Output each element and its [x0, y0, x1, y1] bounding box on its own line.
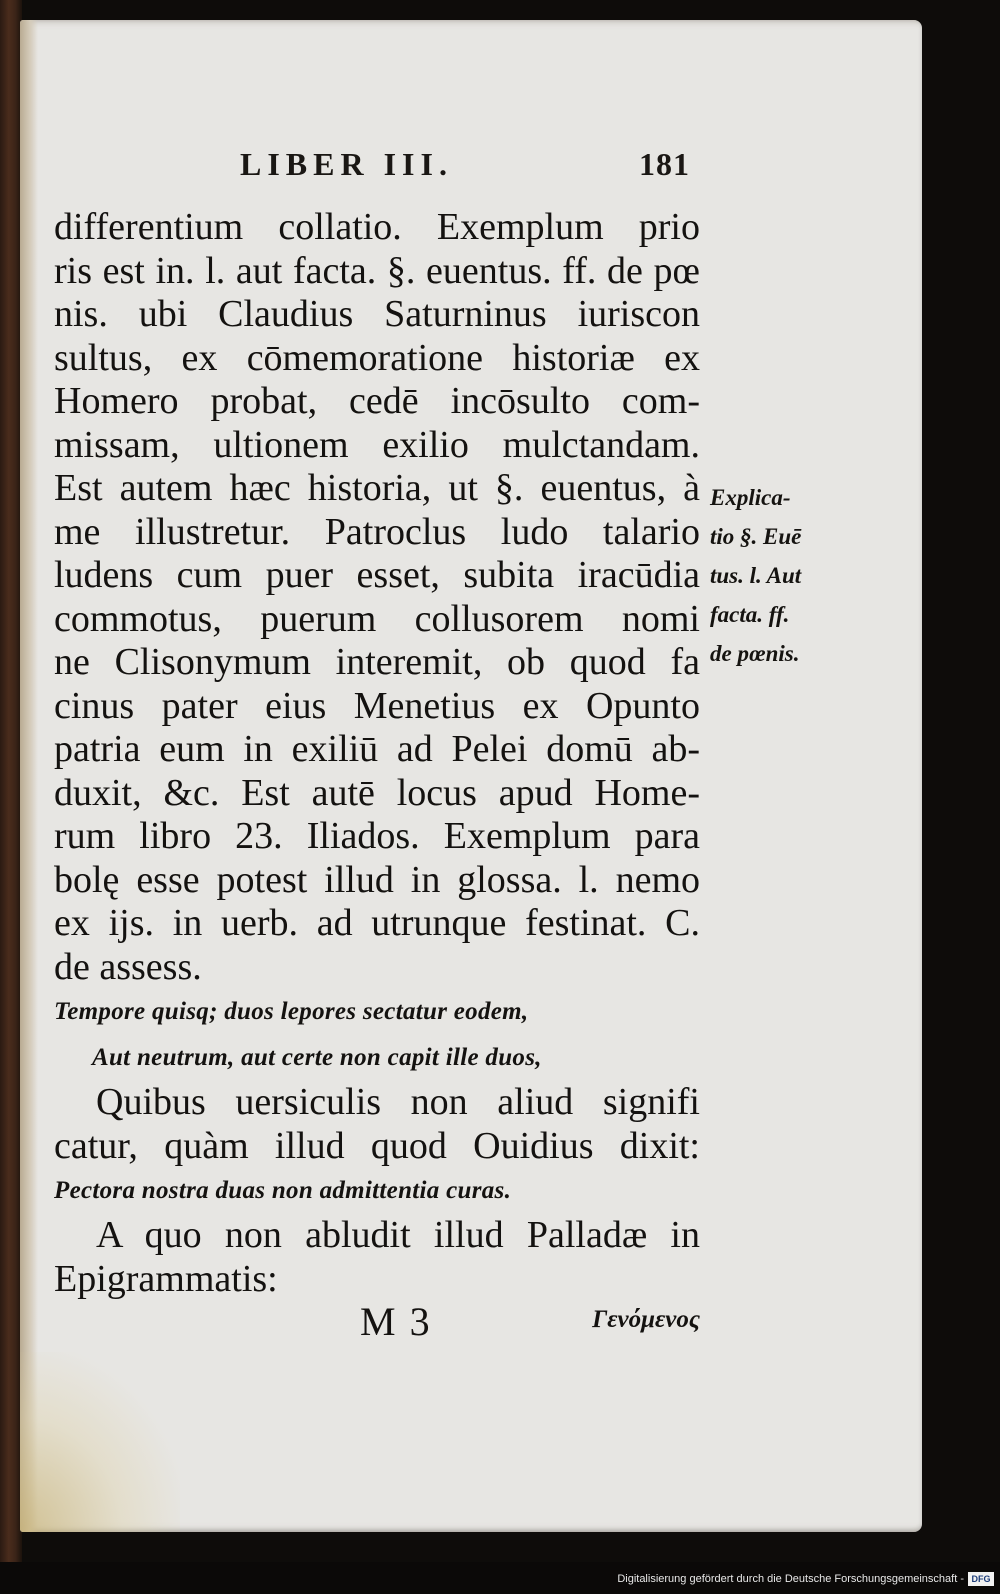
text-line: Quibus uersiculis non aliud signifi — [96, 1081, 700, 1123]
text-line: me illustretur. Patroclus ludo talario — [54, 510, 700, 553]
page-number: 181 — [639, 146, 690, 182]
text-line: ludens cum puer esset, subita iracūdia — [54, 554, 700, 596]
book-page — [20, 20, 922, 1532]
text-line: patria eum in exiliū ad Pelei domū ab- — [54, 728, 700, 770]
signature-mark: M 3 — [360, 1299, 432, 1344]
catchword: Γενόμενος — [592, 1306, 700, 1333]
text-line: commotus, puerum collusorem nomi — [54, 597, 700, 640]
page-stain — [20, 1352, 180, 1532]
page-gutter-shadow — [20, 20, 38, 1532]
text-line: rum libro 23. Iliados. Exemplum para — [54, 815, 700, 857]
verse-line: Pectora nostra duas non admittentia curas. — [54, 1177, 512, 1204]
text-line: missam, ultionem exilio mulctandam. — [54, 423, 700, 466]
text-line: ex ijs. in uerb. ad utrunque festinat. C. — [54, 902, 700, 944]
text-line: Epigrammatis: — [54, 1257, 278, 1300]
text-line: duxit, &c. Est autē locus apud Home- — [54, 771, 700, 814]
text-line: Homero probat, cedē incōsulto com- — [54, 380, 700, 422]
text-line: Est autem hæc historia, ut §. euentus, à — [54, 467, 700, 509]
marginal-note-line: de pœnis. — [710, 641, 800, 666]
text-line: ris est in. l. aut facta. §. euentus. ff. de pœ — [54, 249, 700, 292]
page-footer — [54, 1298, 700, 1348]
text-line: differentium collatio. Exemplum prio — [54, 206, 700, 248]
book-binding — [0, 0, 22, 1562]
page-header — [220, 146, 690, 186]
text-line: cinus pater eius Menetius ex Opunto — [54, 684, 700, 727]
digitization-credit: Digitalisierung gefördert durch die Deutsche Forschungsgemeinschaft - — [617, 1573, 964, 1585]
text-line: catur, quàm illud quod Ouidius dixit: — [54, 1124, 700, 1167]
text-line: sultus, ex cōmemoratione historiæ ex — [54, 336, 700, 379]
running-title: LIBER III. — [240, 146, 453, 182]
marginal-note-line: Explica- — [710, 485, 791, 510]
marginal-note — [710, 478, 850, 673]
credit-bar — [0, 1562, 1000, 1594]
verse-line: Tempore quisq; duos lepores sectatur eodem, — [54, 998, 529, 1025]
marginal-note-line: facta. ff. — [710, 602, 790, 627]
verse-line: Aut neutrum, aut certe non capit ille duos, — [92, 1044, 542, 1071]
text-line: de assess. — [54, 945, 202, 988]
text-line: A quo non abludit illud Palladæ in — [96, 1214, 700, 1256]
text-line: bolę esse potest illud in glossa. l. nemo — [54, 858, 700, 901]
marginal-note-line: tio §. Euē — [710, 524, 802, 549]
main-text — [54, 206, 700, 1301]
dfg-logo: DFG — [968, 1572, 994, 1586]
text-line: ne Clisonymum interemit, ob quod fa — [54, 641, 700, 683]
text-line: nis. ubi Claudius Saturninus iuriscon — [54, 293, 700, 335]
marginal-note-line: tus. l. Aut — [710, 563, 802, 588]
